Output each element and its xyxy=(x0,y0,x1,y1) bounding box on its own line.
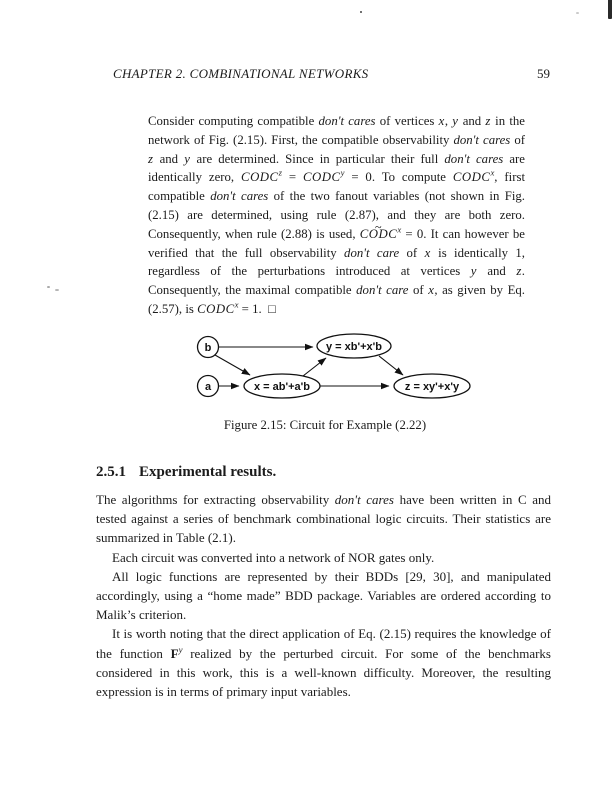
node-a-label: a xyxy=(204,381,212,393)
example-paragraph: Consider computing compatible don't cares of vertices x, y and z in the network of Fig. (2.15). First, the compatible observability don't cares of z and y are determined. Since in particular their full don't cares are identically zero, $CODC^z$ = $CODC^y = 0$. To compute CODC$^x$, first compatible don't cares of the two fanout variables (not shown in Fig. (2.15) are determined, using rule (2.87), and they are both zero. Consequently, when rule (2.88) is used, C~ $ODC^x = 0$. It can however be verified that the full observability don't care of x is identically 1, regardless of the perturbations introduced at vertices y and z. Consequently, the maximal compatible don't care of x, as given by Eq. (2.57), is $CODC^x = 1$. □ xyxy=(148,112,525,319)
edge-x-y xyxy=(303,358,326,376)
section-heading xyxy=(96,464,276,481)
edge-y-z xyxy=(379,356,403,375)
scan-speck xyxy=(55,289,59,291)
paragraph-nor-gates: Each circuit was converted into a network of NOR gates only. xyxy=(112,549,435,565)
page-number: 59 xyxy=(537,66,550,81)
paragraph-eq-note: It is worth noting that the direct application of Eq. (2.15) requires the knowledge of the function $F^y$ realized by the perturbed circuit. For some of the benchmarks considered in this work, this is a well-known difficulty. Moreover, the resulting expression is in terms of primary input variables. xyxy=(96,626,551,700)
paragraph-bdds: All logic functions are represented by their BDDs [29, 30], and manipulated accordingly, using a “home made” BDD package. Variables are ordered according to Malik’s criterion. xyxy=(96,568,551,623)
body-text xyxy=(96,490,551,701)
edge-b-x xyxy=(215,355,250,375)
scan-speck xyxy=(47,286,50,288)
node-b-label: b xyxy=(204,342,212,354)
paragraph-algorithms: The algorithms for extracting observability don't cares have been written in C and tested against a series of benchmark combinational logic circuits. Their statistics are summarized in Table (2.1). xyxy=(96,492,551,546)
node-y-label: y = xb'+x'b xyxy=(326,341,382,353)
scan-speck xyxy=(360,11,362,13)
scan-edge-artifact xyxy=(608,0,612,19)
node-z-label: z = xy'+x'y xyxy=(404,381,460,393)
circuit-figure xyxy=(190,329,482,403)
node-x-label: x = ab'+a'b xyxy=(254,381,310,393)
scan-speck xyxy=(576,12,579,14)
section-number: 2.5.1 xyxy=(96,464,126,480)
section-title: Experimental results. xyxy=(139,464,277,480)
chapter-title: CHAPTER 2. COMBINATIONAL NETWORKS xyxy=(113,66,369,81)
running-header xyxy=(113,66,550,82)
figure-caption: Figure 2.15: Circuit for Example (2.22) xyxy=(223,418,427,432)
